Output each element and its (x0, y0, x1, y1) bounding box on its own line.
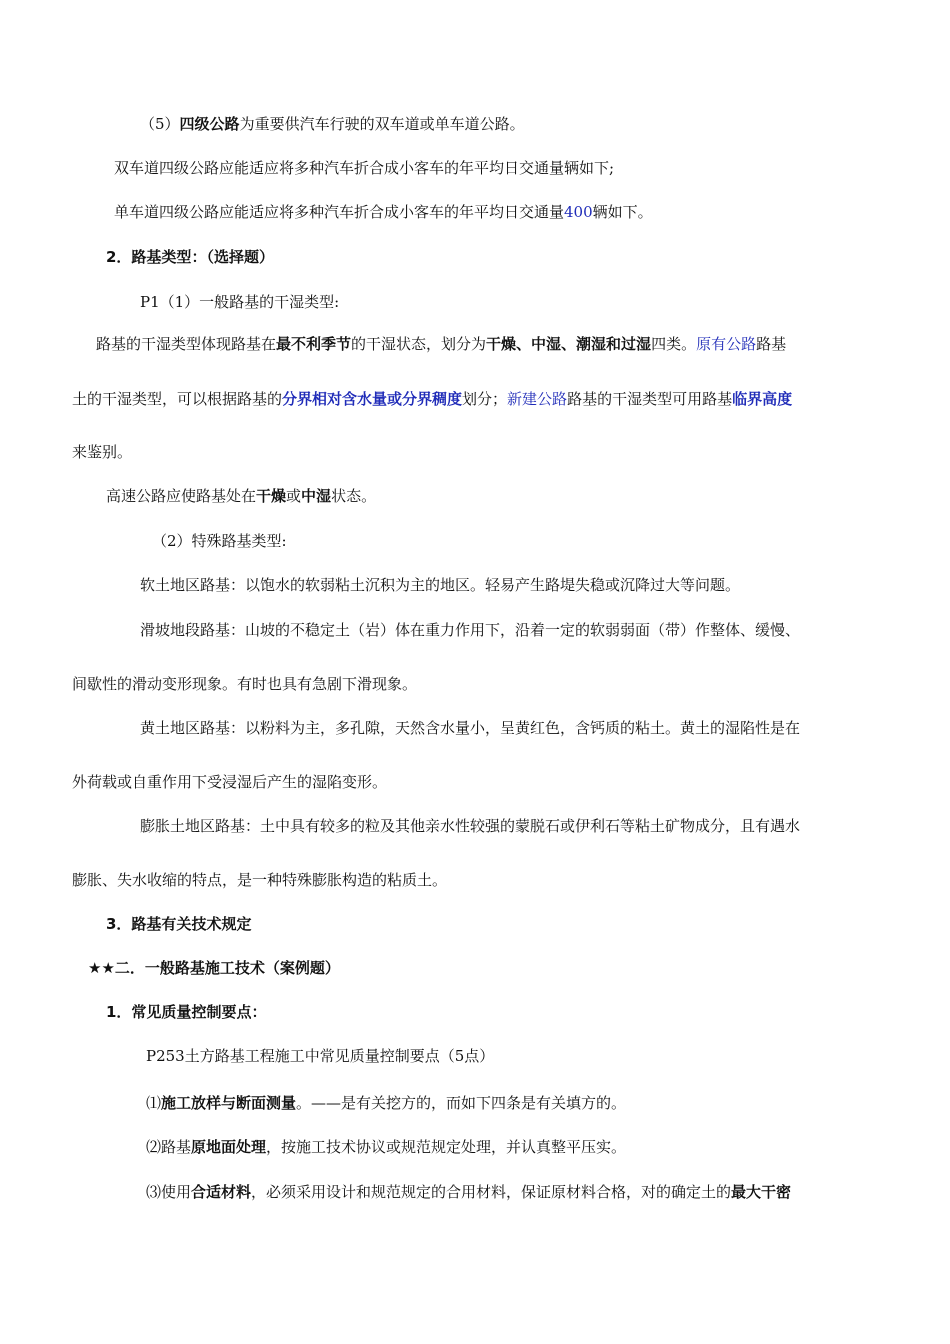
paragraph: （5）四级公路为重要供汽车行驶的双车道或单车道公路。 (140, 115, 525, 133)
paragraph: 单车道四级公路应能适应将多种汽车折合成小客车的年平均日交通量400辆如下。 (114, 203, 653, 221)
paragraph: （2）特殊路基类型: (152, 532, 287, 550)
paragraph: 膨胀、失水收缩的特点，是一种特殊膨胀构造的粘质土。 (72, 871, 448, 889)
paragraph: 滑坡地段路基：山坡的不稳定土（岩）体在重力作用下，沿着一定的软弱弱面（带）作整体、缓慢、 (140, 621, 801, 639)
section-heading: ★★二．一般路基施工技术（案例题） (88, 959, 340, 977)
paragraph: 来鉴别。 (72, 443, 133, 461)
paragraph: P253土方路基工程施工中常见质量控制要点（5点） (146, 1047, 495, 1065)
paragraph: 双车道四级公路应能适应将多种汽车折合成小客车的年平均日交通量辆如下; (114, 159, 615, 177)
paragraph: ⑴施工放样与断面测量。——是有关挖方的，而如下四条是有关填方的。 (146, 1094, 627, 1112)
paragraph: 黄土地区路基：以粉料为主，多孔隙，天然含水量小，呈黄红色，含钙质的粘土。黄土的湿陷性是在 (140, 719, 801, 737)
paragraph: P1（1）一般路基的干湿类型: (140, 293, 340, 311)
paragraph: 膨胀土地区路基：土中具有较多的粒及其他亲水性较强的蒙脱石或伊利石等粘土矿物成分，且有遇水 (140, 817, 801, 835)
paragraph: ⑵路基原地面处理，按施工技术协议或规范规定处理，并认真整平压实。 (146, 1138, 627, 1156)
section-heading: 1．常见质量控制要点： (106, 1003, 267, 1021)
paragraph: 高速公路应使路基处在干燥或中湿状态。 (106, 487, 377, 505)
section-heading: 3．路基有关技术规定 (106, 915, 252, 933)
paragraph: 土的干湿类型，可以根据路基的分界相对含水量或分界稠度划分；新建公路路基的干湿类型可用路基临界高度 (72, 390, 793, 408)
paragraph: 间歇性的滑动变形现象。有时也具有急剧下滑现象。 (72, 675, 418, 693)
paragraph: 外荷载或自重作用下受浸湿后产生的湿陷变形。 (72, 773, 388, 791)
paragraph: ⑶使用合适材料，必须采用设计和规范规定的合用材料，保证原材料合格，对的确定土的最大干密 (146, 1183, 792, 1201)
paragraph: 软土地区路基：以饱水的软弱粘土沉积为主的地区。轻易产生路堤失稳或沉降过大等问题。 (140, 576, 741, 594)
paragraph: 路基的干湿类型体现路基在最不利季节的干湿状态，划分为干燥、中湿、潮湿和过湿四类。原有公路路基 (96, 335, 787, 353)
section-heading: 2．路基类型：（选择题） (106, 248, 274, 266)
